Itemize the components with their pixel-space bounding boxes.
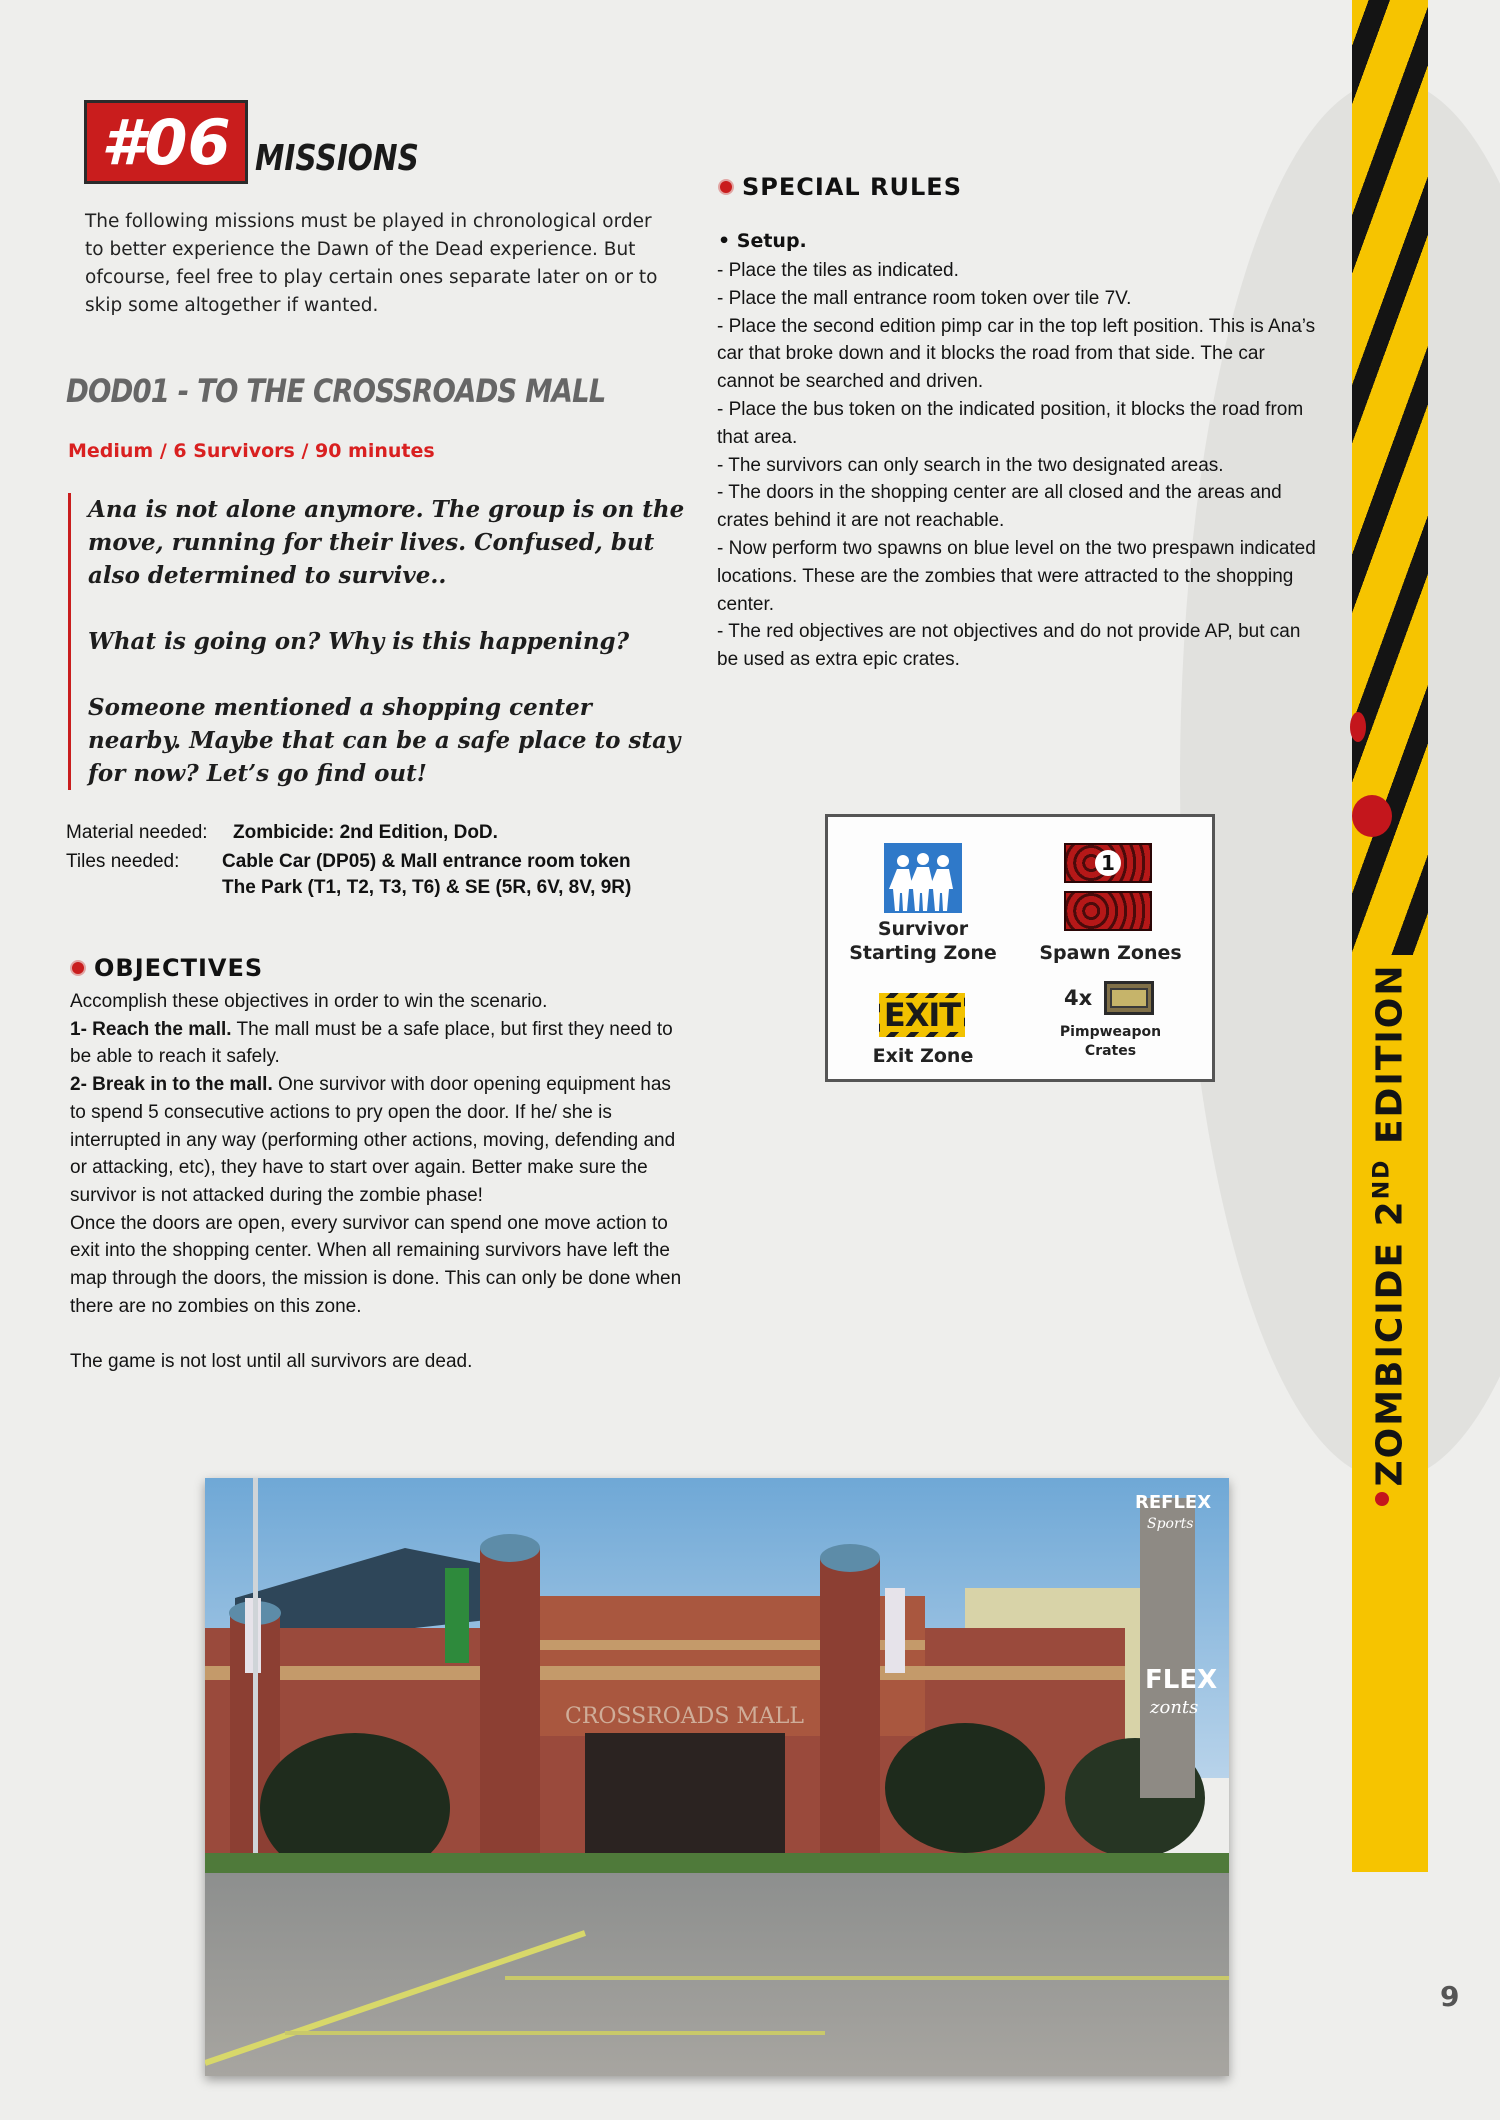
sign-tower <box>1140 1498 1195 1798</box>
tower-dome <box>820 1544 880 1572</box>
lose-condition: The game is not lost until all survivors are dead. <box>70 1351 473 1373</box>
rule-line: - The red objectives are not objectives and do not provide AP, but can be used as extra epic crates. <box>717 621 1301 671</box>
flex-sign-sub: zonts <box>1150 1697 1199 1718</box>
crate-count: 4x <box>1064 986 1093 1010</box>
blood-bullet-icon <box>72 962 84 974</box>
lamp-post <box>253 1478 258 1858</box>
crate-icon <box>1104 981 1154 1015</box>
material-needed-row <box>0 820 700 845</box>
rule-line: - Now perform two spawns on blue level on the two prespawn indicated locations. These are the zombies that were attracted to the shopping center. <box>717 537 1316 615</box>
page-number: 9 <box>1440 1980 1460 2013</box>
crate-label: Pimpweapon Crates <box>1059 1024 1162 1059</box>
special-rules-list <box>717 257 1317 674</box>
tower <box>820 1558 880 1868</box>
tiles-label: Tiles needed: <box>66 851 180 872</box>
sidebar-edition-title: ZOMBICIDE 2ND EDITION <box>1369 963 1411 1487</box>
rule-line: - Place the second edition pimp car in the top left position. This is Ana’s car that broke down and it blocks the road from that side. The car cannot be searched and driven. <box>717 315 1316 393</box>
blood-splatter-icon <box>1352 795 1392 837</box>
tower <box>480 1548 540 1868</box>
spawn-zone-tile-icon <box>1064 891 1152 931</box>
objectives-intro: Accomplish these objectives in order to win the scenario. <box>70 991 548 1012</box>
mall-sign: CROSSROADS MALL <box>565 1704 805 1729</box>
flavor-paragraph: Someone mentioned a shopping center nearby. Maybe that can be a safe place to stay for now? Let’s go find out! <box>88 694 681 787</box>
rule-line: - Place the bus token on the indicated position, it blocks the road from that area. <box>717 398 1304 448</box>
intro-paragraph: The following missions must be played in chronological order to better experience the Dawn of the Dead experience. But ofcourse, feel free to play certain ones separate later on or to skip some altogether if wanted. <box>85 211 658 316</box>
flavor-text <box>68 493 688 790</box>
material-label: Material needed: <box>66 822 208 843</box>
exit-zone-icon: EXIT <box>879 993 965 1037</box>
flex-sign: FLEX <box>1145 1665 1218 1695</box>
parking-lot <box>205 1873 1229 2076</box>
rule-line: - The survivors can only search in the two designated areas. <box>717 454 1224 476</box>
blood-bullet-icon <box>720 181 732 193</box>
survivor-zone-label: Survivor Starting Zone <box>849 918 997 964</box>
rule-line: - Place the tiles as indicated. <box>717 260 959 281</box>
objective-item: 1- Reach the mall. The mall must be a safe place, but first they need to be able to reach it safely. <box>70 1018 673 1068</box>
spawn-zone-label: Spawn Zones <box>1039 942 1182 964</box>
tiles-value: Cable Car (DP05) & Mall entrance room token <box>222 851 631 872</box>
rule-line: - Place the mall entrance room token over tile 7V. <box>717 287 1132 309</box>
grass-strip <box>205 1853 1229 1873</box>
reflex-sign: REFLEX <box>1135 1492 1212 1513</box>
tiles-needed-row <box>0 849 700 901</box>
material-value: Zombicide: 2nd Edition, DoD. <box>233 822 498 843</box>
objective-item: 2- Break in to the mall. One survivor with door opening equipment has to spend 5 consecutive actions to pry open the door. If he/ she is interrupted in any way (performing other actions, moving, defending and or attacking, etc), they have to start over again. Better make sure the survivor is not attacked during the zombie phase! <box>70 1074 676 1206</box>
reflex-sign-sub: Sports <box>1147 1516 1194 1532</box>
mall-photo <box>205 1478 1229 2076</box>
special-rules-heading: SPECIAL RULES <box>720 173 962 201</box>
setup-label: • Setup. <box>718 230 807 252</box>
section-title: MISSIONS <box>255 138 419 179</box>
blood-splatter-icon <box>1350 712 1366 742</box>
objectives-body <box>70 988 685 1376</box>
survivor-group-icon <box>884 843 962 913</box>
blood-splatter-icon <box>1375 1492 1389 1506</box>
spawn-zone-tile-icon: 1 <box>1064 843 1152 883</box>
tiles-value: The Park (T1, T2, T3, T6) & SE (5R, 6V, 8V, 9R) <box>222 877 632 898</box>
map-legend <box>825 814 1215 1082</box>
scenario-difficulty: Medium / 6 Survivors / 90 minutes <box>68 440 435 462</box>
flavor-paragraph: What is going on? Why is this happening? <box>88 628 630 655</box>
mission-number-badge: #06 <box>84 100 248 184</box>
green-banner <box>445 1568 469 1663</box>
flavor-paragraph: Ana is not alone anymore. The group is on the move, running for their lives. Confused, but also determined to survive.. <box>88 496 685 589</box>
tree <box>885 1723 1045 1853</box>
objectives-followup: Once the doors are open, every survivor can spend one move action to exit into the shopping center. When all remaining survivors have left the map through the doors, the mission is done. This can only be done when there are no zombies on this zone. <box>70 1212 682 1317</box>
scenario-title: DOD01 - TO THE CROSSROADS MALL <box>66 372 606 410</box>
objectives-heading: OBJECTIVES <box>72 954 263 982</box>
rule-line: - The doors in the shopping center are all closed and the areas and crates behind it are not reachable. <box>717 482 1282 532</box>
mall-band <box>205 1666 1125 1680</box>
white-banner <box>885 1588 905 1673</box>
tower-dome <box>480 1534 540 1562</box>
exit-zone-label: Exit Zone <box>872 1045 974 1067</box>
hazard-tape-sidebar <box>1352 0 1428 1872</box>
